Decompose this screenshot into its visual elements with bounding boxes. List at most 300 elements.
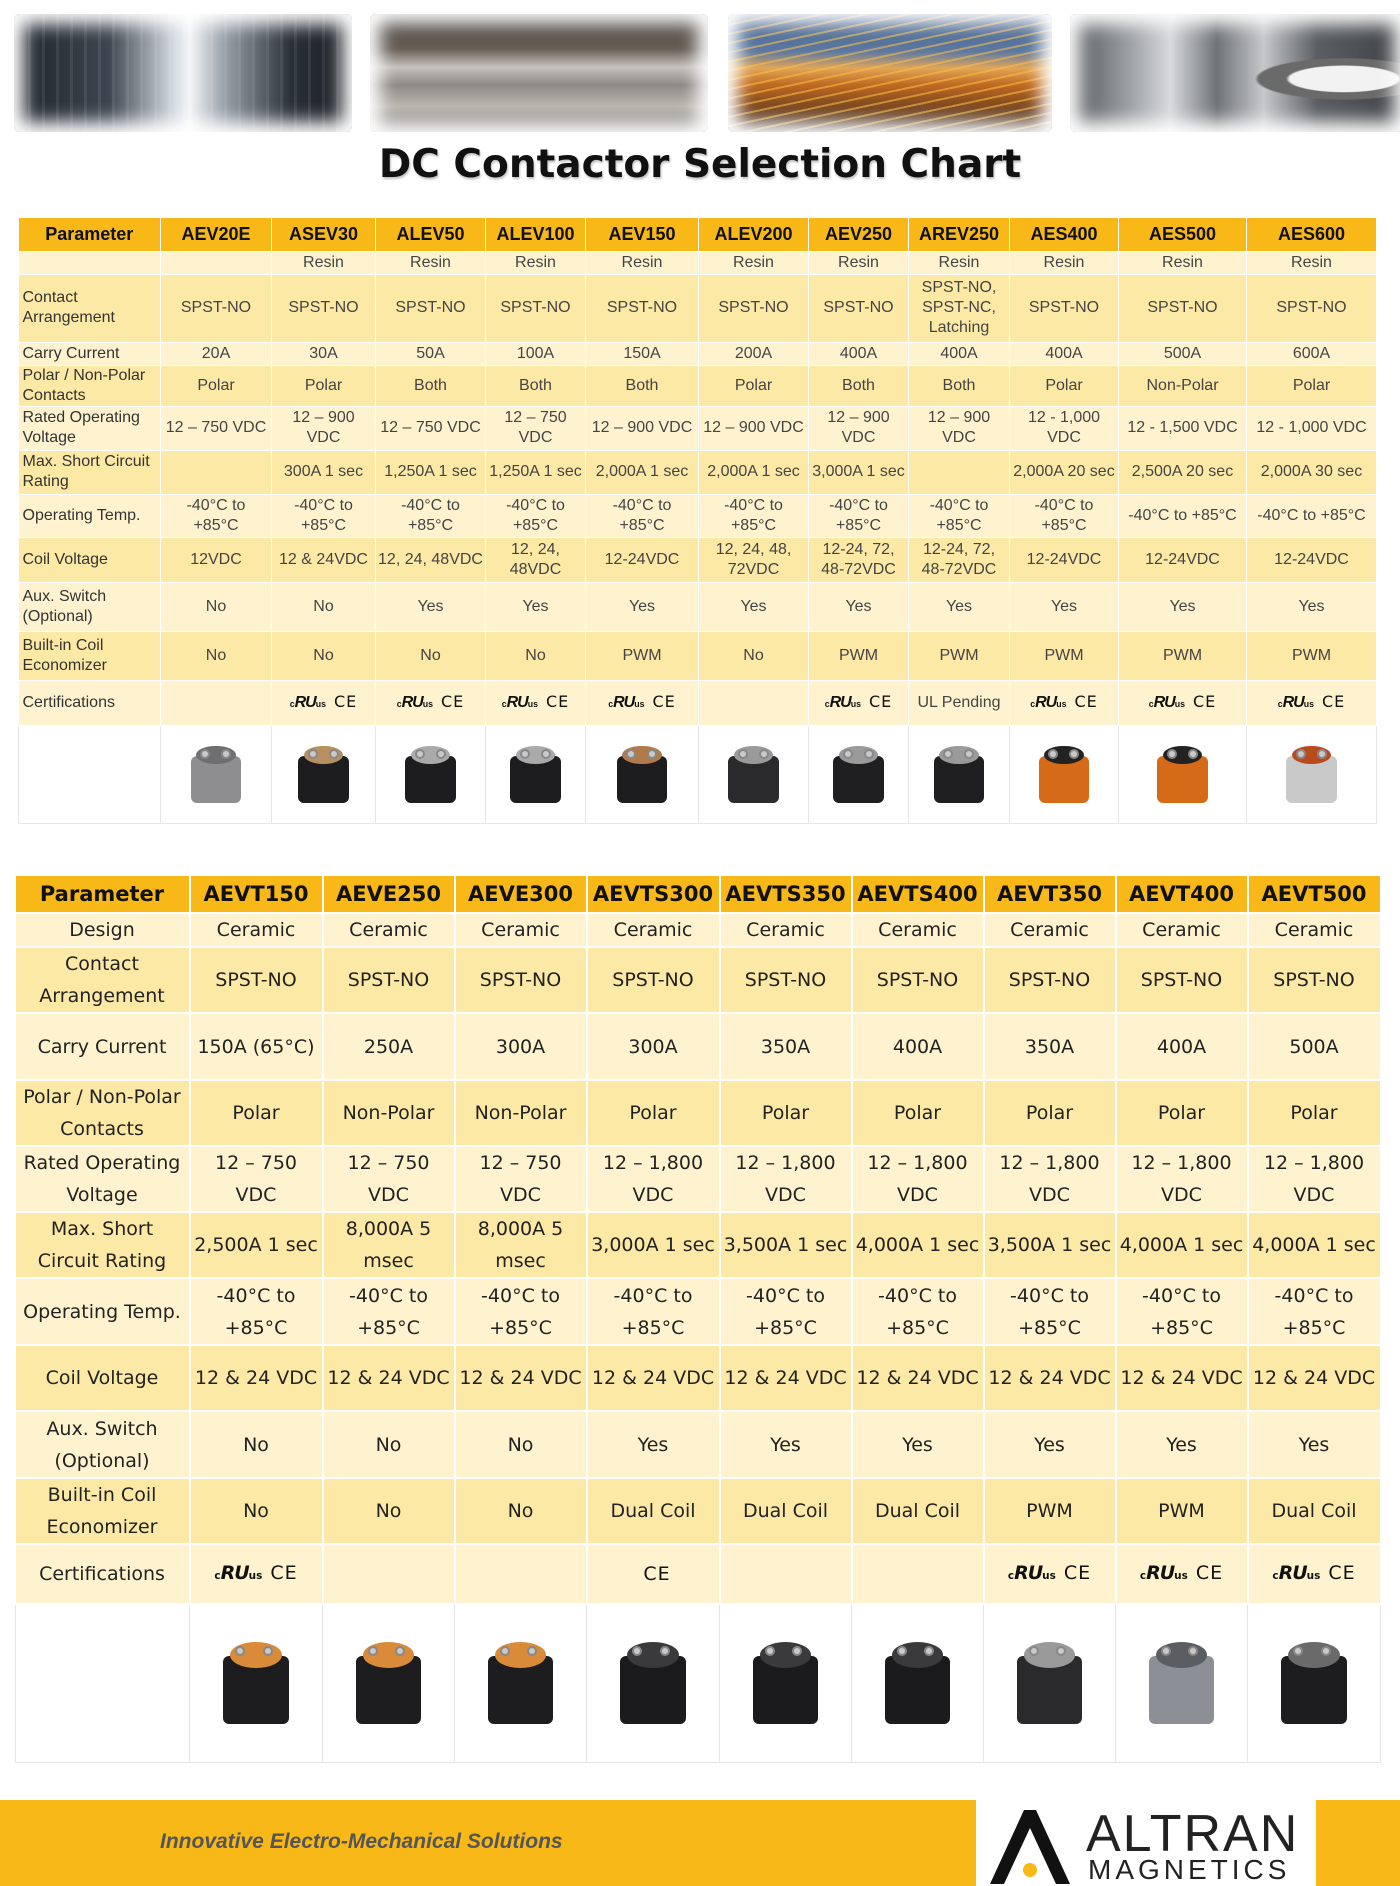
blank-cell <box>19 725 161 823</box>
cell-aes600: 600A <box>1247 342 1377 365</box>
cell-alev50: 1,250A 1 sec <box>376 450 486 494</box>
cell-aevt400: 12 – 1,800 VDC <box>1116 1146 1248 1212</box>
cell-aes600: Yes <box>1247 582 1377 631</box>
logo-wordmark-top: ALTRAN <box>1086 1805 1300 1863</box>
row-operating-temp <box>19 494 1377 537</box>
cell-alev200: Resin <box>699 251 809 274</box>
cell-aes600: 2,000A 30 sec <box>1247 450 1377 494</box>
cell-aev20e: No <box>161 582 272 631</box>
cell-aevts300: SPST-NO <box>587 947 720 1013</box>
cell-aevt500: Polar <box>1248 1080 1381 1146</box>
model-alev100: ALEV100 <box>486 218 586 251</box>
contactor-product-photo <box>183 736 249 806</box>
altran-logo-mark-icon <box>986 1806 1070 1886</box>
row-label: Max. Short Circuit Rating <box>19 450 161 494</box>
cell-aevt150: Ceramic <box>190 913 323 947</box>
cell-aes500: PWM <box>1119 631 1247 680</box>
cell-alev200: Polar <box>699 365 809 406</box>
model-aeve300: AEVE300 <box>455 876 587 913</box>
ceramic-contactor-table <box>15 876 1382 1763</box>
cell-aev20e <box>161 251 272 274</box>
model-arev250: AREV250 <box>909 218 1010 251</box>
cell-asev30: 300A 1 sec <box>272 450 376 494</box>
model-aevt150: AEVT150 <box>190 876 323 913</box>
cell-aes400: -40°C to +85°C <box>1010 494 1119 537</box>
cell-aevt350: SPST-NO <box>984 947 1116 1013</box>
cell-aes400: 12-24VDC <box>1010 537 1119 582</box>
product-image-cell <box>984 1604 1116 1762</box>
cell-arev250: Both <box>909 365 1010 406</box>
model-aeve250: AEVE250 <box>323 876 455 913</box>
cert-aevts400 <box>852 1544 984 1604</box>
cert-aeve250 <box>323 1544 455 1604</box>
certification-marks <box>608 691 676 711</box>
cell-aev250: 400A <box>809 342 909 365</box>
contactor-product-photo <box>875 1628 961 1728</box>
certification-marks <box>1272 1562 1355 1584</box>
contactor-product-photo <box>478 1628 564 1728</box>
ce-mark-icon: CE <box>869 691 893 711</box>
data-center-photo <box>14 14 352 132</box>
row-certifications <box>16 1544 1381 1604</box>
altran-magnetics-logo <box>976 1800 1316 1886</box>
cell-aevts350: 350A <box>720 1013 852 1080</box>
ce-mark-icon: CE <box>1063 1561 1092 1584</box>
cell-aeve300: 12 & 24 VDC <box>455 1345 587 1411</box>
cell-arev250: 12-24, 72, 48-72VDC <box>909 537 1010 582</box>
cell-aevt500: Yes <box>1248 1411 1381 1478</box>
cell-alev50: No <box>376 631 486 680</box>
row-polar-non-polar-contacts <box>19 365 1377 406</box>
cell-aes600: Resin <box>1247 251 1377 274</box>
cell-aevts300: 300A <box>587 1013 720 1080</box>
cell-aev20e <box>161 450 272 494</box>
cell-aeve250: 12 – 750 VDC <box>323 1146 455 1212</box>
cell-aeve250: -40°C to +85°C <box>323 1278 455 1345</box>
cell-aevts350: 12 & 24 VDC <box>720 1345 852 1411</box>
cell-alev200: -40°C to +85°C <box>699 494 809 537</box>
cell-aevt500: 4,000A 1 sec <box>1248 1212 1381 1278</box>
cert-aev250 <box>809 680 909 725</box>
cell-aes500: 12-24VDC <box>1119 537 1247 582</box>
cell-alev200: Yes <box>699 582 809 631</box>
cell-aes600: SPST-NO <box>1247 274 1377 342</box>
cell-asev30: 12 – 900 VDC <box>272 406 376 450</box>
cert-aeve300 <box>455 1544 587 1604</box>
cell-aev150: Yes <box>586 582 699 631</box>
model-aes400: AES400 <box>1010 218 1119 251</box>
row-label: Polar / Non-Polar Contacts <box>19 365 161 406</box>
cert-aev20e <box>161 680 272 725</box>
model-alev50: ALEV50 <box>376 218 486 251</box>
row-label: Certifications <box>19 680 161 725</box>
cell-aes500: Non-Polar <box>1119 365 1247 406</box>
cell-asev30: 30A <box>272 342 376 365</box>
cert-aes400 <box>1010 680 1119 725</box>
model-alev200: ALEV200 <box>699 218 809 251</box>
cell-aevt500: 12 – 1,800 VDC <box>1248 1146 1381 1212</box>
cert-aevt350 <box>984 1544 1116 1604</box>
cell-alev100: -40°C to +85°C <box>486 494 586 537</box>
cell-aevt350: 12 – 1,800 VDC <box>984 1146 1116 1212</box>
cell-arev250: -40°C to +85°C <box>909 494 1010 537</box>
cell-aeve250: SPST-NO <box>323 947 455 1013</box>
cell-aevts350: SPST-NO <box>720 947 852 1013</box>
row-built-in-coil-economizer <box>19 631 1377 680</box>
cell-aevts400: 4,000A 1 sec <box>852 1212 984 1278</box>
cell-aevt500: 500A <box>1248 1013 1381 1080</box>
ul-mark-icon: cRUus <box>289 693 326 711</box>
cell-aevt350: Polar <box>984 1080 1116 1146</box>
ul-mark-icon: cRUus <box>824 693 861 711</box>
cell-aevt150: 12 & 24 VDC <box>190 1345 323 1411</box>
cert-aevts350 <box>720 1544 852 1604</box>
ul-mark-icon: cRUus <box>1272 1561 1321 1584</box>
cell-aeve300: SPST-NO <box>455 947 587 1013</box>
cell-alev50: -40°C to +85°C <box>376 494 486 537</box>
cell-aeve250: No <box>323 1478 455 1544</box>
cert-aes600 <box>1247 680 1377 725</box>
cell-aevts300: Ceramic <box>587 913 720 947</box>
cell-aevts400: 12 – 1,800 VDC <box>852 1146 984 1212</box>
cell-aeve300: Non-Polar <box>455 1080 587 1146</box>
cell-aevts400: Ceramic <box>852 913 984 947</box>
cell-aev150: Resin <box>586 251 699 274</box>
cert-alev50 <box>376 680 486 725</box>
model-aevts350: AEVTS350 <box>720 876 852 913</box>
contactor-product-photo <box>743 1628 829 1728</box>
cert-aevts300 <box>587 1544 720 1604</box>
cell-aev250: SPST-NO <box>809 274 909 342</box>
row-label: Operating Temp. <box>16 1278 190 1345</box>
cell-arev250: Resin <box>909 251 1010 274</box>
ce-mark-icon: CE <box>334 691 358 711</box>
model-aes500: AES500 <box>1119 218 1247 251</box>
ul-mark-icon: cRUus <box>214 1561 263 1584</box>
cell-aevts350: Polar <box>720 1080 852 1146</box>
product-image-cell <box>720 1604 852 1762</box>
row-operating-temp <box>16 1278 1381 1345</box>
contactor-product-photo <box>610 1628 696 1728</box>
product-image-cell <box>1116 1604 1248 1762</box>
ce-mark-icon: CE <box>1074 691 1098 711</box>
ul-mark-icon: cRUus <box>1007 1561 1056 1584</box>
cell-alev50: Both <box>376 365 486 406</box>
cell-aevt350: 350A <box>984 1013 1116 1080</box>
cell-aeve250: 12 & 24 VDC <box>323 1345 455 1411</box>
product-image-cell <box>376 725 486 823</box>
ul-mark-icon: cRUus <box>1139 1561 1188 1584</box>
ce-mark-icon: CE <box>1322 691 1346 711</box>
cell-alev50: 50A <box>376 342 486 365</box>
cell-aevt500: Ceramic <box>1248 913 1381 947</box>
cell-aevts350: Yes <box>720 1411 852 1478</box>
cell-aeve300: Ceramic <box>455 913 587 947</box>
certification-marks <box>1030 691 1098 711</box>
row-coil-voltage <box>16 1345 1381 1411</box>
page-title: DC Contactor Selection Chart <box>378 142 1022 187</box>
ev-charger-photo <box>1070 14 1400 132</box>
footer-tagline: Innovative Electro-Mechanical Solutions <box>160 1830 563 1853</box>
cell-arev250: PWM <box>909 631 1010 680</box>
row-label: Coil Voltage <box>19 537 161 582</box>
cell-aevts400: Yes <box>852 1411 984 1478</box>
row-max-short-circuit-rating <box>19 450 1377 494</box>
product-image-cell <box>323 1604 455 1762</box>
cell-alev200: 2,000A 1 sec <box>699 450 809 494</box>
cell-aeve300: No <box>455 1411 587 1478</box>
contactor-product-photo <box>926 736 992 806</box>
cell-aeve300: -40°C to +85°C <box>455 1278 587 1345</box>
commercial-kitchen-photo <box>370 14 708 132</box>
cell-aeve300: No <box>455 1478 587 1544</box>
cell-arev250 <box>909 450 1010 494</box>
cell-aevt350: 12 & 24 VDC <box>984 1345 1116 1411</box>
certification-marks <box>1140 1562 1223 1584</box>
cell-aevts400: 12 & 24 VDC <box>852 1345 984 1411</box>
row-label: Built-in Coil Economizer <box>16 1478 190 1544</box>
cell-aev20e: Polar <box>161 365 272 406</box>
row-coil-voltage <box>19 537 1377 582</box>
cell-aev150: PWM <box>586 631 699 680</box>
cell-aev250: 12-24, 72, 48-72VDC <box>809 537 909 582</box>
cell-alev100: Both <box>486 365 586 406</box>
banner <box>14 14 1390 132</box>
header-parameter: Parameter <box>16 876 190 913</box>
cell-aevt500: 12 & 24 VDC <box>1248 1345 1381 1411</box>
cell-aevt150: 12 – 750 VDC <box>190 1146 323 1212</box>
cell-aevt350: -40°C to +85°C <box>984 1278 1116 1345</box>
cell-alev100: 1,250A 1 sec <box>486 450 586 494</box>
row-label: Contact Arrangement <box>19 274 161 342</box>
cell-asev30: No <box>272 631 376 680</box>
certification-marks <box>824 691 893 711</box>
cell-asev30: 12 & 24VDC <box>272 537 376 582</box>
cell-aevt400: Ceramic <box>1116 913 1248 947</box>
cell-aes500: SPST-NO <box>1119 274 1247 342</box>
product-image-cell <box>1248 1604 1381 1762</box>
cell-aes400: SPST-NO <box>1010 274 1119 342</box>
row-rated-operating-voltage <box>19 406 1377 450</box>
contactor-product-photo <box>398 736 464 806</box>
product-image-cell <box>161 725 272 823</box>
model-aev250: AEV250 <box>809 218 909 251</box>
row-certifications <box>19 680 1377 725</box>
cell-aevt400: Polar <box>1116 1080 1248 1146</box>
contactor-product-photo <box>1271 1628 1357 1728</box>
cell-asev30: No <box>272 582 376 631</box>
cell-aevt500: SPST-NO <box>1248 947 1381 1013</box>
cell-aes600: -40°C to +85°C <box>1247 494 1377 537</box>
cell-aevt150: 150A (65°C) <box>190 1013 323 1080</box>
contactor-product-photo <box>346 1628 432 1728</box>
model-aevt500: AEVT500 <box>1248 876 1381 913</box>
certification-marks <box>1148 691 1217 711</box>
cell-aevt400: Yes <box>1116 1411 1248 1478</box>
cell-aeve250: No <box>323 1411 455 1478</box>
row-label: Certifications <box>16 1544 190 1604</box>
cell-aeve250: Ceramic <box>323 913 455 947</box>
contactor-product-photo <box>503 736 569 806</box>
product-image-cell <box>699 725 809 823</box>
row-label: Carry Current <box>16 1013 190 1080</box>
cell-aev20e: No <box>161 631 272 680</box>
cell-alev100: 12 – 750 VDC <box>486 406 586 450</box>
cell-aevt400: PWM <box>1116 1478 1248 1544</box>
cell-aev150: -40°C to +85°C <box>586 494 699 537</box>
cell-aes400: PWM <box>1010 631 1119 680</box>
cell-aevts300: -40°C to +85°C <box>587 1278 720 1345</box>
cell-aevt400: SPST-NO <box>1116 947 1248 1013</box>
cell-aes600: 12 - 1,000 VDC <box>1247 406 1377 450</box>
cert-aevt150 <box>190 1544 323 1604</box>
product-image-cell <box>190 1604 323 1762</box>
contactor-product-photo <box>609 736 675 806</box>
certification-marks <box>396 691 465 711</box>
cert-aev150 <box>586 680 699 725</box>
resin-contactor-table <box>18 218 1377 824</box>
contactor-product-photo <box>213 1628 299 1728</box>
ce-mark-icon: CE <box>270 1561 298 1584</box>
cell-aevt150: No <box>190 1478 323 1544</box>
ul-mark-icon: cRUus <box>1148 693 1185 711</box>
cell-aevt350: Yes <box>984 1411 1116 1478</box>
contactor-product-photo <box>1139 1628 1225 1728</box>
cell-aev20e: 12VDC <box>161 537 272 582</box>
cell-asev30: Polar <box>272 365 376 406</box>
cell-aevts400: SPST-NO <box>852 947 984 1013</box>
cell-aev20e: 20A <box>161 342 272 365</box>
cert-aevt500 <box>1248 1544 1381 1604</box>
cell-aevt400: -40°C to +85°C <box>1116 1278 1248 1345</box>
cell-alev200: 12 – 900 VDC <box>699 406 809 450</box>
cell-aes500: Yes <box>1119 582 1247 631</box>
cell-aes500: 2,500A 20 sec <box>1119 450 1247 494</box>
cell-aes400: 12 - 1,000 VDC <box>1010 406 1119 450</box>
cell-arev250: SPST-NO, SPST-NC, Latching <box>909 274 1010 342</box>
cert-asev30 <box>272 680 376 725</box>
model-asev30: ASEV30 <box>272 218 376 251</box>
row-label: Operating Temp. <box>19 494 161 537</box>
cell-aevt150: 2,500A 1 sec <box>190 1212 323 1278</box>
ul-mark-icon: cRUus <box>1030 693 1067 711</box>
row-label: Rated Operating Voltage <box>19 406 161 450</box>
table-header-row <box>16 876 1381 913</box>
cell-aev20e: -40°C to +85°C <box>161 494 272 537</box>
cell-aevt150: -40°C to +85°C <box>190 1278 323 1345</box>
row-label: Carry Current <box>19 342 161 365</box>
cell-aevts400: Polar <box>852 1080 984 1146</box>
cell-aes500: Resin <box>1119 251 1247 274</box>
cert-aes500 <box>1119 680 1247 725</box>
certification-marks <box>1008 1562 1091 1584</box>
cell-aes600: Polar <box>1247 365 1377 406</box>
cell-aevt400: 400A <box>1116 1013 1248 1080</box>
blank-cell <box>16 1604 190 1762</box>
footer <box>0 1800 1400 1886</box>
ul-mark-icon: cRUus <box>608 693 645 711</box>
cell-asev30: -40°C to +85°C <box>272 494 376 537</box>
model-aev150: AEV150 <box>586 218 699 251</box>
cell-alev50: Resin <box>376 251 486 274</box>
ul-mark-icon: cRUus <box>1277 693 1314 711</box>
cell-aeve300: 8,000A 5 msec <box>455 1212 587 1278</box>
cell-aevt350: Ceramic <box>984 913 1116 947</box>
row-aux-switch-optional <box>19 582 1377 631</box>
cell-aes600: PWM <box>1247 631 1377 680</box>
contactor-product-photo <box>721 736 787 806</box>
row-carry-current <box>16 1013 1381 1080</box>
ce-mark-icon: CE <box>441 691 465 711</box>
cell-aevt150: Polar <box>190 1080 323 1146</box>
cell-aevt350: 3,500A 1 sec <box>984 1212 1116 1278</box>
table-header-row <box>19 218 1377 251</box>
cell-aevts300: 12 & 24 VDC <box>587 1345 720 1411</box>
cell-aeve250: 250A <box>323 1013 455 1080</box>
row-built-in-coil-economizer <box>16 1478 1381 1544</box>
ul-mark-icon: cRUus <box>501 693 538 711</box>
ce-mark-icon: CE <box>1193 691 1217 711</box>
cell-aeve300: 12 – 750 VDC <box>455 1146 587 1212</box>
cell-alev200: No <box>699 631 809 680</box>
cell-aev20e: 12 – 750 VDC <box>161 406 272 450</box>
row-label: Aux. Switch (Optional) <box>19 582 161 631</box>
cell-alev200: 12, 24, 48, 72VDC <box>699 537 809 582</box>
row-rated-operating-voltage <box>16 1146 1381 1212</box>
cell-aes500: -40°C to +85°C <box>1119 494 1247 537</box>
cell-aevts400: -40°C to +85°C <box>852 1278 984 1345</box>
cell-aevts300: Yes <box>587 1411 720 1478</box>
row-label: Aux. Switch (Optional) <box>16 1411 190 1478</box>
cell-aevts300: 12 – 1,800 VDC <box>587 1146 720 1212</box>
model-aev20e: AEV20E <box>161 218 272 251</box>
row-aux-switch-optional <box>16 1411 1381 1478</box>
cell-aev250: Yes <box>809 582 909 631</box>
contactor-product-photo <box>1031 736 1097 806</box>
cell-aev150: 12 – 900 VDC <box>586 406 699 450</box>
row-product-images <box>19 725 1377 823</box>
certification-marks <box>501 691 570 711</box>
cell-aevt500: -40°C to +85°C <box>1248 1278 1381 1345</box>
product-image-cell <box>809 725 909 823</box>
cell-aes400: 400A <box>1010 342 1119 365</box>
ul-mark-icon: cRUus <box>396 693 433 711</box>
ce-mark-icon: CE <box>652 691 676 711</box>
cert-alev100 <box>486 680 586 725</box>
product-image-cell <box>909 725 1010 823</box>
cell-alev200: 200A <box>699 342 809 365</box>
cell-aevts350: Dual Coil <box>720 1478 852 1544</box>
model-aes600: AES600 <box>1247 218 1377 251</box>
cell-aevt350: PWM <box>984 1478 1116 1544</box>
cell-aes500: 500A <box>1119 342 1247 365</box>
contactor-product-photo <box>826 736 892 806</box>
cell-aeve250: 8,000A 5 msec <box>323 1212 455 1278</box>
row-label: Rated Operating Voltage <box>16 1146 190 1212</box>
ce-mark-icon: CE <box>1328 1561 1356 1584</box>
product-image-cell <box>455 1604 587 1762</box>
certification-marks <box>635 1563 670 1585</box>
cell-asev30: SPST-NO <box>272 274 376 342</box>
model-aevt400: AEVT400 <box>1116 876 1248 913</box>
cell-alev100: SPST-NO <box>486 274 586 342</box>
cell-aev250: PWM <box>809 631 909 680</box>
cell-aevt150: No <box>190 1411 323 1478</box>
cell-aevts350: -40°C to +85°C <box>720 1278 852 1345</box>
cell-aev150: Both <box>586 365 699 406</box>
product-image-cell <box>587 1604 720 1762</box>
cell-aevt400: 12 & 24 VDC <box>1116 1345 1248 1411</box>
